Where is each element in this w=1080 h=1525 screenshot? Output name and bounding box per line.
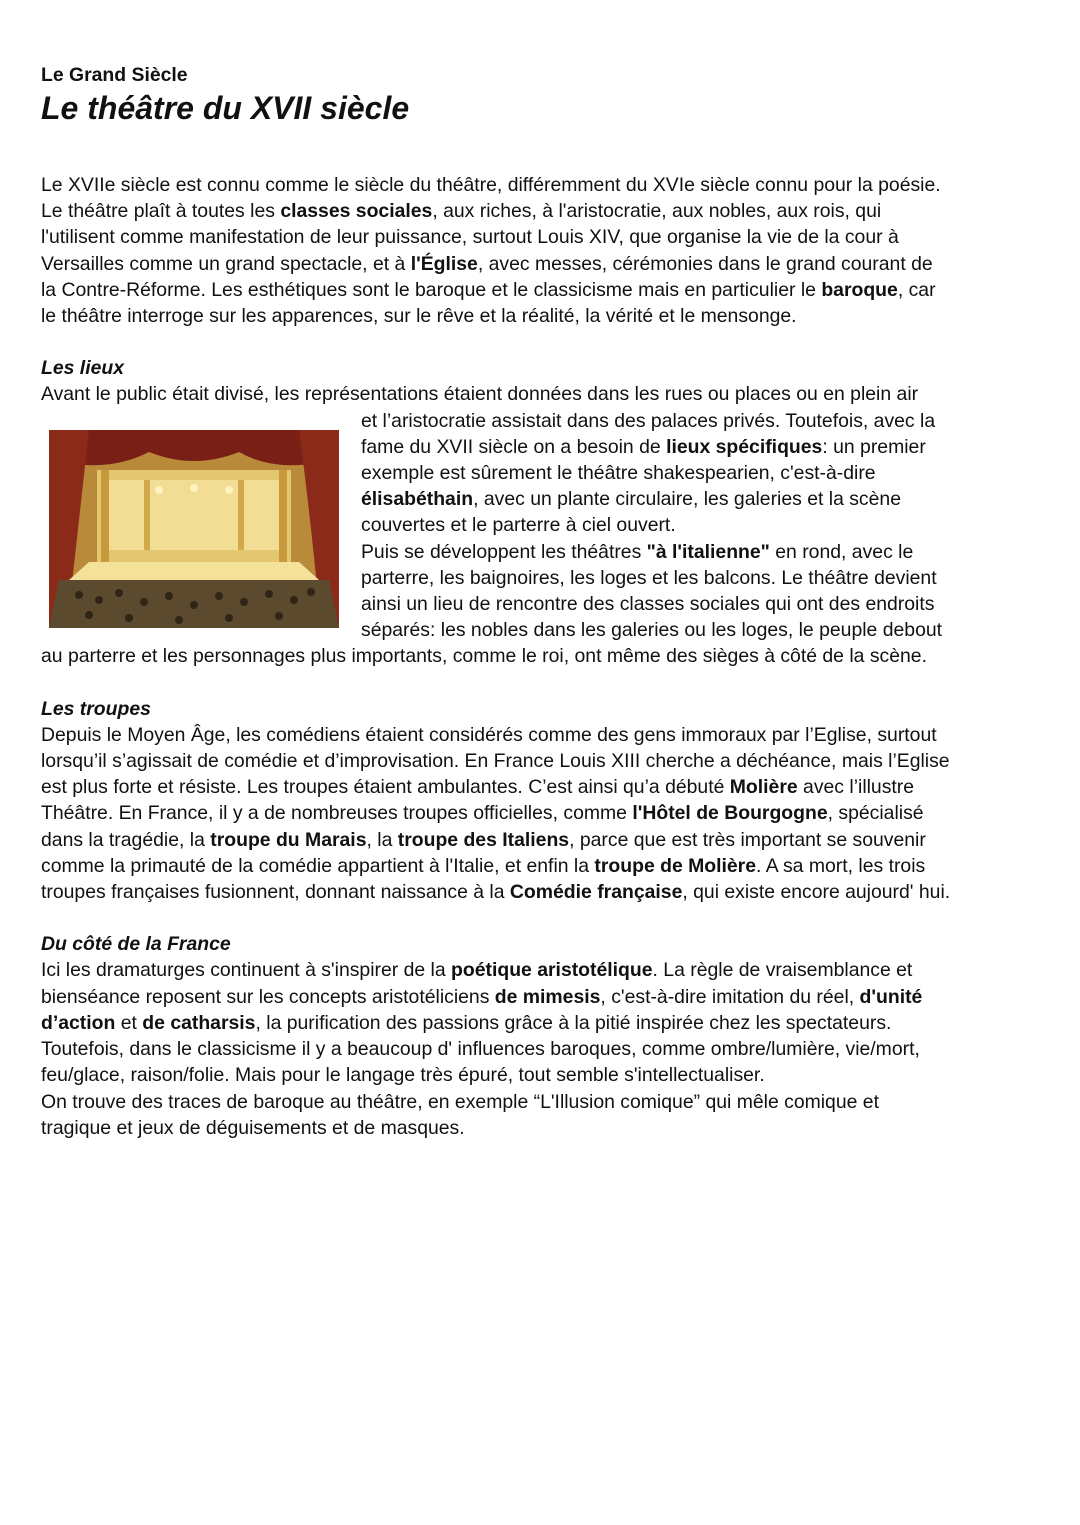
theatre-engraving-image (49, 430, 339, 628)
intro-paragraph-1: Le XVIIe siècle est connu comme le siècle du théâtre, différemment du XVIe siècle connu pour la poésie. (41, 174, 941, 196)
section-heading-troupes: Les troupes (41, 697, 151, 720)
troupes-paragraph: Depuis le Moyen Âge, les comédiens étaient considérés comme des gens immoraux par l’Eglise, surtout lorsqu’il s’agissait de comédie et d’improvisation. En France Louis XIII cherche a déchéance, mais l’Eglise est plus forte et résiste. Les troupes étaient ambulantes. C’est ainsi qu’a débuté Molière avec l’illustre Théâtre. En France, il y a de nombreuses troupes officielles, comme l'Hôtel de Bourgogne, spécialisé dans la tragédie, la troupe du Marais, la troupe des Italiens, parce que est très important se souvenir comme la primauté de la comédie appartient à l'Italie, et enfin la troupe de Molière. A sa mort, les trois troupes françaises fusionnent, donnant naissance à la Comédie française, qui existe encore aujourd' hui. (41, 723, 951, 904)
section-heading-lieux: Les lieux (41, 357, 124, 380)
intro-paragraph-2: Le théâtre plaît à toutes les classes sociales, aux riches, à l'aristocratie, aux nobles, aux rois, qui l'utilisent comme manifestation de leur puissance, surtout Louis XIV, que organise la vie de la cour à Versailles comme un grand spectacle, et à l'Église, avec messes, cérémonies dans le grand courant de la Contre-Réforme. Les esthétiques sont le baroque et le classicisme mais en particulier le baroque, car le théâtre interroge sur les apparences, sur le rêve et la réalité, la vérité et le mensonge. (41, 200, 936, 328)
section-heading-france: Du côté de la France (41, 933, 231, 956)
document-supertitle: Le Grand Siècle (41, 64, 188, 86)
document-page (41, 62, 951, 1141)
france-paragraph-2: Toutefois, dans le classicisme il y a beaucoup d' influences baroques, comme ombre/lumière, vie/mort, feu/glace, raison/folie. Mais pour le langage très épuré, tout semble s'intellectualiser. (41, 1038, 920, 1087)
lieux-first-line: Avant le public était divisé, les représentations étaient données dans les rues ou places ou en plein air (41, 383, 919, 406)
lieux-paragraph: et l’aristocratie assistait dans des palaces privés. Toutefois, avec la fame du XVII siècle on a besoin de lieux spécifiques: un premier exemple est sûrement le théâtre shakespearien, c'est-à-dire élisabéthain, avec un plante circulaire, les galeries et la scène couvertes et le parterre à ciel ouvert. Puis se développent les théâtres "à l'italienne" en rond, avec le parterre, les baignoires, les loges et les balcons. Le théâtre devient ainsi un lieu de rencontre des classes sociales qui ont des endroits séparés: les nobles dans les galeries ou les loges, le peuple debout au parterre et les personnages plus importants, comme le roi, ont même des sièges à côté de la scène. (41, 409, 943, 668)
document-title: Le théâtre du XVII siècle (41, 90, 410, 126)
france-paragraph-1: Ici les dramaturges continuent à s'inspirer de la poétique aristotélique. La règle de vraisemblance et bienséance reposent sur les concepts aristotéliciens de mimesis, c'est-à-dire imitation du réel, d'unité d’action et de catharsis, la purification des passions grâce à la pitié inspirée chez les spectateurs. (41, 959, 923, 1034)
france-paragraph-3: On trouve des traces de baroque au théâtre, en exemple “L'Illusion comique” qui mêle comique et tragique et jeux de déguisements et de masques. (41, 1090, 879, 1139)
